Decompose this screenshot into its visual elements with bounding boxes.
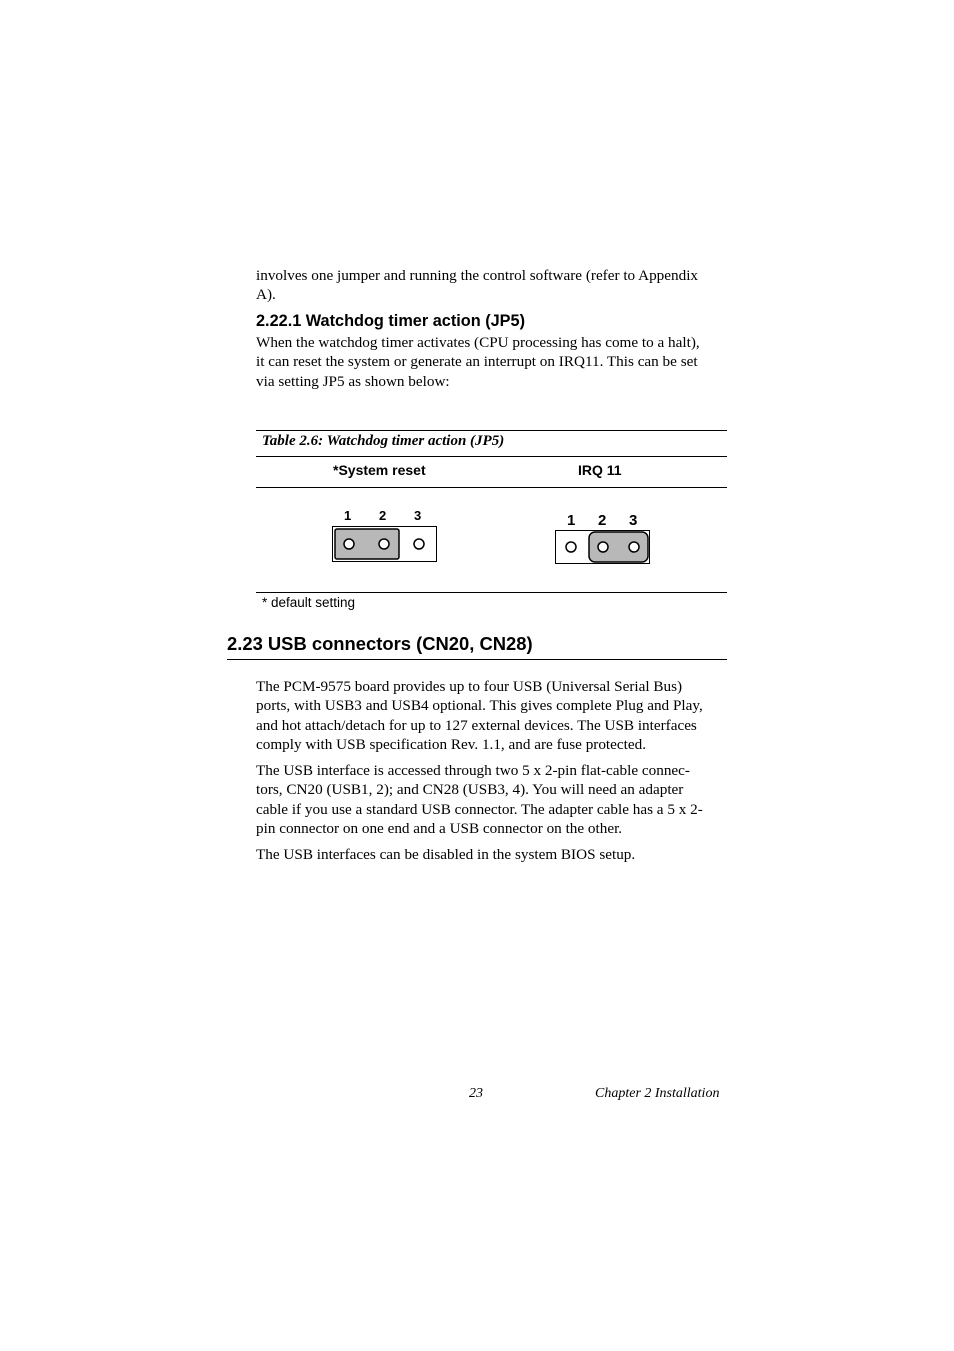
section-heading-2-22-1: 2.22.1 Watchdog timer action (JP5) [256, 312, 526, 330]
watchdog-line-2: it can reset the system or generate an interrupt on IRQ11. This can be set [256, 353, 698, 371]
usb-p2-line-2: tors, CN20 (USB1, 2); and CN28 (USB3, 4). You will need an adapter [256, 781, 684, 799]
jumper-diagram-irq11 [555, 530, 651, 565]
col-header-system-reset: *System reset [333, 462, 426, 478]
table-top-rule [256, 430, 727, 431]
intro-line-1: involves one jumper and running the control software (refer to Appendix [256, 267, 699, 284]
intro-paragraph [256, 266, 728, 305]
usb-p1-line-1: The PCM-9575 board provides up to four USB (Universal Serial Bus) [256, 678, 683, 695]
pin-label-3: 3 [414, 508, 422, 523]
usb-p1-line-3: and hot attach/detach for up to 127 external devices. The USB interfaces [256, 716, 697, 734]
watchdog-paragraph [256, 333, 728, 391]
intro-line-2: A). [256, 286, 276, 304]
usb-paragraph-2 [256, 761, 728, 839]
pin-label-2: 2 [598, 512, 607, 529]
section-heading-2-23: 2.23 USB connectors (CN20, CN28) [227, 633, 533, 654]
watchdog-line-1: When the watchdog timer activates (CPU processing has come to a halt), [256, 334, 700, 351]
pin-label-1: 1 [567, 512, 576, 529]
section-heading-rule [227, 659, 727, 660]
col-header-irq11: IRQ 11 [578, 462, 622, 478]
usb-p2-line-3: cable if you use a standard USB connector. The adapter cable has a 5 x 2- [256, 800, 703, 818]
table-caption-rule [256, 456, 727, 457]
usb-paragraph-3: The USB interfaces can be disabled in the system BIOS setup. [256, 846, 636, 863]
pin-label-3: 3 [629, 512, 638, 529]
watchdog-line-3: via setting JP5 as shown below: [256, 372, 450, 390]
table-caption: Table 2.6: Watchdog timer action (JP5) [262, 433, 505, 449]
table-bottom-rule [256, 592, 727, 593]
table-header-rule [256, 487, 727, 488]
usb-p1-line-4: comply with USB specification Rev. 1.1, and are fuse protected. [256, 736, 646, 754]
pin-label-1: 1 [344, 508, 352, 523]
page-number: 23 [469, 1086, 483, 1101]
table-footnote: * default setting [262, 595, 356, 610]
usb-p1-line-2: ports, with USB3 and USB4 optional. This gives complete Plug and Play, [256, 697, 703, 715]
pin-label-2: 2 [379, 508, 387, 523]
usb-p2-line-1: The USB interface is accessed through two 5 x 2-pin flat-cable connec- [256, 762, 690, 779]
usb-paragraph-1 [256, 677, 728, 755]
usb-p2-line-4: pin connector on one end and a USB connector on the other. [256, 820, 623, 838]
chapter-footer: Chapter 2 Installation [595, 1086, 720, 1101]
jumper-diagram-reset [332, 526, 438, 563]
